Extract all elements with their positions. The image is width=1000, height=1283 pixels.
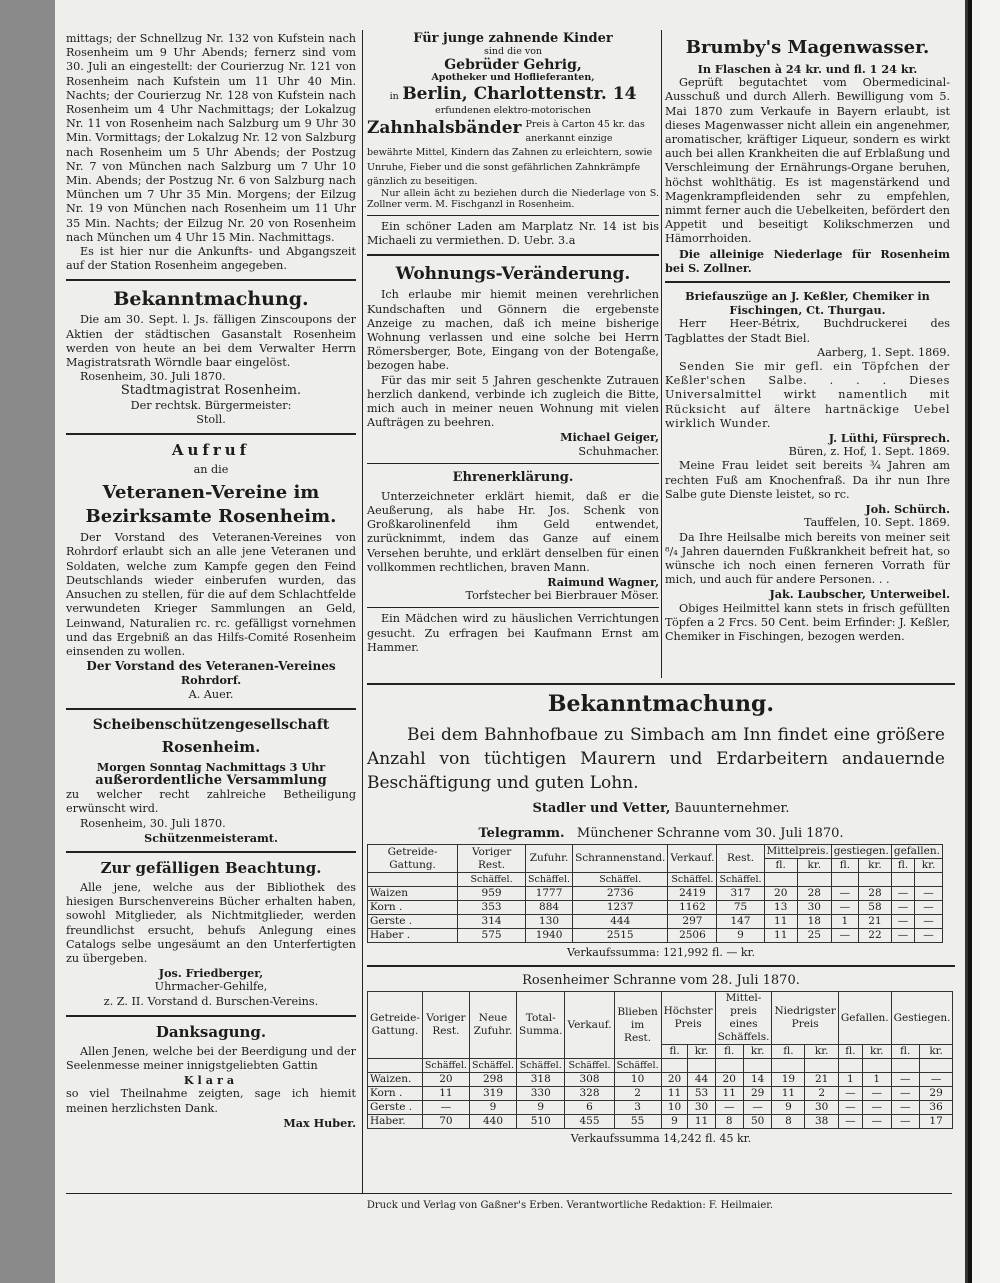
table-cell: 25 — [797, 929, 831, 943]
table-cell: — — [838, 1101, 862, 1115]
wohn-role: Schuhmacher. — [578, 444, 659, 458]
wohn-title: Wohnungs-Veränderung. — [395, 264, 631, 285]
table-cell: 10 — [614, 1073, 661, 1087]
table-cell: 28 — [859, 887, 892, 901]
kinder-sub: sind die von — [483, 46, 543, 58]
table-cell: 884 — [526, 901, 573, 915]
t2-h2: Neue Zufuhr. — [469, 992, 516, 1059]
table-row — [368, 915, 943, 929]
kinder-product: Zahnhalsbänder — [367, 117, 522, 138]
t2-h1: Voriger Rest. — [422, 992, 469, 1059]
table-row — [368, 1115, 953, 1129]
t1-h4: Verkauf. — [668, 845, 717, 873]
table-cell: — — [919, 1073, 953, 1087]
wide-text: Bei dem Bahnhofbaue zu Simbach am Inn findet eine größere Anzahl von tüchtigen Maurern und Erdarbeitern andauernde Beschäftigung und guten Lohn. — [367, 725, 945, 793]
table-cell: 9 — [517, 1101, 565, 1115]
table1 — [367, 844, 943, 943]
wide-sig-role: Bauunternehmer. — [674, 801, 790, 816]
table-cell: 317 — [717, 887, 764, 901]
table-cell: 147 — [717, 915, 764, 929]
t2-sh9: kr. — [919, 1045, 953, 1059]
table-cell: 11 — [688, 1115, 715, 1129]
wide-title: Bekanntmachung. — [547, 691, 775, 717]
table-cell: — — [862, 1101, 891, 1115]
table-cell: 14 — [743, 1073, 772, 1087]
dank-text: Allen Jenen, welche bei der Beerdigung und der Seelenmesse meiner innigstgeliebten Gattin — [66, 1044, 356, 1072]
table-cell: 8 — [715, 1115, 743, 1129]
wohn-text2: Für das mir seit 5 Jahren geschenkte Zutrauen herzlich dankend, verbinde ich zugleich die Bitte, mich auch in meiner neuen Wohnung mit vielen Aufträgen zu beehren. — [367, 373, 659, 430]
table-cell: 319 — [469, 1087, 516, 1101]
table-cell: 50 — [743, 1115, 772, 1129]
table-row — [368, 1101, 953, 1115]
table-cell: 2 — [614, 1087, 661, 1101]
table-cell: 13 — [764, 901, 797, 915]
ehren-role: Torfstecher bei Bierbrauer Möser. — [465, 589, 659, 603]
table-cell: 440 — [469, 1115, 516, 1129]
table-cell: 20 — [422, 1073, 469, 1087]
divider — [367, 254, 659, 256]
table-cell: 55 — [614, 1115, 661, 1129]
table-cell: 21 — [805, 1073, 838, 1087]
table-cell: 2736 — [573, 887, 668, 901]
table-cell: 11 — [422, 1087, 469, 1101]
t1-u0: Schäffel. — [458, 873, 526, 887]
brief-line2: Senden Sie mir gefl. ein Töpfchen der Keßler'schen Salbe. . . . Dieses Universalmittel wirkt namentlich mit Rücksicht auf ältere hartnäckige Uebel wirklich Wunder. — [665, 360, 950, 430]
wohn-text: Ich erlaube mir hiemit meinen verehrlichen Kundschaften und Gönnern die ergebenste Anzeige zu machen, daß ich meine bisherige Wohnung verlassen und eine solche bei Herrn Römersberger, Bote, Eingang von der Botengaße, bezogen habe. — [367, 288, 659, 373]
table-cell: 1162 — [668, 901, 717, 915]
table-cell: — — [891, 929, 914, 943]
table-cell: — — [891, 887, 914, 901]
table-cell: 2506 — [668, 929, 717, 943]
table-cell: — — [838, 1115, 862, 1129]
divider — [367, 215, 659, 216]
t1-h3: Schrannenstand. — [573, 845, 668, 873]
t2-h9: Gefallen. — [838, 992, 891, 1045]
table-cell: 1 — [831, 915, 858, 929]
bek-org: Stadtmagistrat Rosenheim. — [120, 383, 302, 399]
table-cell: 1940 — [526, 929, 573, 943]
table-cell: 8 — [772, 1115, 805, 1129]
table-cell: 18 — [797, 915, 831, 929]
brumby-title: Brumby's Magenwasser. — [685, 37, 930, 58]
table-cell: 44 — [688, 1073, 715, 1087]
brief-line5: Obiges Heilmittel kann stets in frisch gefüllten Töpfen a 2 Frcs. 50 Cent. beim Erfinder: J. Keßler, Chemiker in Fischingen, bezogen werden. — [665, 601, 950, 643]
train-text: mittags; der Schnellzug Nr. 132 von Kufstein nach Rosenheim um 9 Uhr Abends; fernerz sind vom 30. Juli an eingestellt: der Courierzug Nr. 121 von Rosenheim nach Kufstein um 11 Uhr 40 Min. Nachts; der Courierzug Nr. 128 von Kufstein nach Rosenheim um 4 Uhr Nachmittags; der Lokalzug Nr. 11 von Rosenheim nach Salzburg um 9 Uhr 30 Min. Vormittags; der Lokalzug Nr. 12 von Salzburg nach Rosenheim um 5 Uhr Abends; der Postzug Nr. 7 von München nach Salzburg um 7 Uhr 10 Min. Abends; der Postzug Nr. 6 von Salzburg nach München um 7 Uhr 35 Min. Morgens; der Eilzug Nr. 19 von München nach Rosenheim um 11 Uhr 35 Min. Nachts; der Eilzug Nr. 20 von Rosenheim nach München um 4 Uhr 15 Min. Nachmittags. — [66, 32, 356, 244]
table-cell: 9 — [661, 1115, 688, 1129]
table-cell: — — [831, 901, 858, 915]
table-cell: 30 — [805, 1101, 838, 1115]
schuetz-sub: Rosenheim. — [161, 737, 261, 756]
t2-h6: Höchster Preis — [661, 992, 715, 1045]
t1-h0: Getreide-Gattung. — [368, 845, 458, 873]
table-cell: 575 — [458, 929, 526, 943]
table-cell: 22 — [859, 929, 892, 943]
t2-sh0: fl. — [661, 1045, 688, 1059]
table-cell: 1 — [862, 1073, 891, 1087]
wohn-sig: Michael Geiger, — [560, 430, 659, 445]
t1-sh4: fl. — [891, 859, 914, 873]
table-cell: Haber . — [368, 929, 458, 943]
t1-u2: Schäffel. — [573, 873, 668, 887]
t1-sh5: kr. — [915, 859, 943, 873]
aufruf-an: an die — [193, 463, 229, 477]
dank-sig: Max Huber. — [283, 1115, 356, 1130]
brief-line4-date: Tauffelen, 10. Sept. 1869. — [804, 516, 950, 530]
table-row — [368, 887, 943, 901]
aufruf-title: Aufruf — [171, 441, 251, 460]
table-cell: — — [831, 929, 858, 943]
table-cell: 2 — [805, 1087, 838, 1101]
table-row — [368, 1087, 953, 1101]
t2-h3: Total-Summa. — [517, 992, 565, 1059]
table-cell: 9 — [469, 1101, 516, 1115]
brief-line1-date: Aarberg, 1. Sept. 1869. — [817, 345, 950, 359]
kinder-in: in — [389, 91, 399, 103]
binding-edge — [968, 0, 972, 1283]
table-row — [368, 1073, 953, 1087]
brief-line4-sig: Jak. Laubscher, Unterweibel. — [769, 587, 950, 602]
table-cell: — — [891, 901, 914, 915]
table-cell: — — [422, 1101, 469, 1115]
divider — [367, 965, 955, 967]
table-cell: 353 — [458, 901, 526, 915]
table-cell: 20 — [764, 887, 797, 901]
table-cell: 3 — [614, 1101, 661, 1115]
table-cell: 20 — [661, 1073, 688, 1087]
t2-u3: Schäffel. — [565, 1059, 614, 1073]
t2-sh4: fl. — [772, 1045, 805, 1059]
column-rule-2 — [661, 30, 662, 678]
t2-sh3: kr. — [743, 1045, 772, 1059]
ehren-text: Unterzeichneter erklärt hiemit, daß er die Aeußerung, als habe Hr. Jos. Schenk von Großkarolinenfeld ihm Geld entwendet, zurücknimmt, indem das Ganze auf einem Versehen beruhte, und erklärt denselben für einen vollkommen rechtlichen, braven Mann. — [367, 489, 659, 574]
table-cell: Waizen. — [368, 1073, 423, 1087]
t2-u0: Schäffel. — [422, 1059, 469, 1073]
aufruf-sig2: Rohrdorf. — [180, 673, 242, 688]
t1-h5: Rest. — [717, 845, 764, 873]
schuetz-line2: außerordentliche Versammlung — [95, 772, 327, 788]
table2 — [367, 991, 953, 1129]
t1-u3: Schäffel. — [668, 873, 717, 887]
t2-sh5: kr. — [805, 1045, 838, 1059]
t1-sh1: kr. — [797, 859, 831, 873]
table-cell: 29 — [919, 1087, 953, 1101]
table-cell: Haber. — [368, 1115, 423, 1129]
dank-text2: so viel Theilnahme zeigten, sage ich hiemit meinen herzlichsten Dank. — [66, 1087, 356, 1115]
beacht-sig2: Uhrmacher-Gehilfe, — [154, 980, 268, 994]
table-cell: 11 — [772, 1087, 805, 1101]
table-cell: Korn . — [368, 901, 458, 915]
brief-title: Briefauszüge an J. Keßler, Chemiker in Fischingen, Ct. Thurgau. — [685, 289, 930, 318]
bek-name: Stoll. — [196, 412, 226, 426]
table-cell: — — [891, 1073, 919, 1087]
dank-title: Danksagung. — [155, 1022, 267, 1041]
table-cell: 130 — [526, 915, 573, 929]
imprint: Druck und Verlag von Gaßner's Erben. Verantwortliche Redaktion: F. Heilmaier. — [366, 1200, 774, 1211]
table-cell: 11 — [715, 1087, 743, 1101]
table-cell: 9 — [772, 1101, 805, 1115]
aufruf-sig1: Der Vorstand des Veteranen-Vereines — [86, 659, 336, 674]
bek-role: Der rechtsk. Bürgermeister: — [130, 398, 292, 412]
t1-h8: gefallen. — [891, 845, 942, 859]
table-cell: 70 — [422, 1115, 469, 1129]
t2-sh7: kr. — [862, 1045, 891, 1059]
divider — [66, 851, 356, 853]
table-cell: 28 — [797, 887, 831, 901]
table-cell: 297 — [668, 915, 717, 929]
brief-line3-date: Büren, z. Hof, 1. Sept. 1869. — [788, 445, 950, 459]
column-3 — [665, 32, 950, 644]
kinder-title: Für junge zahnende Kinder — [413, 31, 613, 46]
t2-h0: Getreide-Gattung. — [368, 992, 423, 1059]
table-cell: 314 — [458, 915, 526, 929]
t1-sh0: fl. — [764, 859, 797, 873]
table-cell: 20 — [715, 1073, 743, 1087]
kinder-city: Berlin, Charlottenstr. 14 — [402, 84, 637, 105]
aufruf-text: Der Vorstand des Veteranen-Vereines von Rohrdorf erlaubt sich an alle jene Veteranen und Soldaten, welche zum Kampfe gegen den Feind Deutschlands wieder einberufen wurden, das Ansuchen zu stellen, für die auf dem Schlachtfelde verwundeten Krieger Sammlungen an Geld, Leinwand, Naturalien rc. rc. gefälligst vornehmen und das Ergebniß an das Hilfs-Comité Rosenheim einsenden zu wollen. — [66, 531, 356, 658]
table1-title-bold: Telegramm. — [478, 826, 565, 841]
table-cell: Korn . — [368, 1087, 423, 1101]
t2-u2: Schäffel. — [517, 1059, 565, 1073]
table-cell: — — [891, 915, 914, 929]
table-cell: Gerste . — [368, 1101, 423, 1115]
table-cell: 11 — [764, 915, 797, 929]
aufruf-sig3: A. Auer. — [188, 687, 234, 701]
bek-text: Die am 30. Sept. l. Js. fälligen Zinscoupons der Aktien der städtischen Gasanstalt Rosenheim werden von heute an bei dem Verwalter Herrn Magistratsrath Wörndle baar eingelöst. — [66, 313, 356, 370]
table-cell: 21 — [859, 915, 892, 929]
table-cell: — — [862, 1087, 891, 1101]
kinder-firm2: Apotheker und Hoflieferanten, — [431, 71, 595, 83]
t2-h10: Gestiegen. — [891, 992, 953, 1045]
schuetz-line1: Morgen Sonntag Nachmittags 3 Uhr — [96, 759, 326, 774]
table-cell: 58 — [859, 901, 892, 915]
adjacent-page-edge — [965, 0, 1000, 1283]
t2-sh1: kr. — [688, 1045, 715, 1059]
table-cell: 36 — [919, 1101, 953, 1115]
brief-line3-sig: Joh. Schürch. — [865, 502, 950, 517]
table-cell: — — [915, 915, 943, 929]
schuetz-date: Rosenheim, 30. Juli 1870. — [80, 816, 226, 830]
table-cell: 53 — [688, 1087, 715, 1101]
table-cell: 2419 — [668, 887, 717, 901]
brumby-niederlage: Die alleinige Niederlage für Rosenheim bei S. Zollner. — [665, 246, 950, 275]
table-cell: — — [915, 887, 943, 901]
laden-code: 3.a — [558, 234, 576, 248]
kinder-text: Preis à Carton 45 kr. das anerkannt einzige bewährte Mittel, Kindern das Zahnen zu erleichtern, sowie Unruhe, Fieber und die sonst gefährlichen Zahnkrämpfe gänzlich zu beseitigen. — [367, 118, 653, 187]
table-row — [368, 901, 943, 915]
table-cell: — — [715, 1101, 743, 1115]
table-cell: 1777 — [526, 887, 573, 901]
t1-sh2: fl. — [831, 859, 858, 873]
table-cell: 298 — [469, 1073, 516, 1087]
beacht-sig1: Jos. Friedberger, — [158, 966, 264, 981]
table-cell: 30 — [688, 1101, 715, 1115]
t2-sh2: fl. — [715, 1045, 743, 1059]
table-cell: 318 — [517, 1073, 565, 1087]
t2-u4: Schäffel. — [614, 1059, 661, 1073]
table-cell: 308 — [565, 1073, 614, 1087]
t2-sh6: fl. — [838, 1045, 862, 1059]
divider — [367, 463, 659, 464]
table-cell: 510 — [517, 1115, 565, 1129]
t2-h8: Niedrigster Preis — [772, 992, 838, 1045]
table-cell: — — [831, 887, 858, 901]
ehren-sig: Raimund Wagner, — [547, 574, 659, 589]
table1-sum: Verkaufssumma: 121,992 fl. — kr. — [566, 946, 756, 959]
divider — [367, 683, 955, 685]
brumby-text: Geprüft begutachtet vom Obermedicinal-Ausschuß und durch Allerh. Bewilligung vom 5. Mai 1870 zum Verkaufe in Bayern erlaubt, ist dieses Magenwasser nicht allein ein angenehmer, aromatischer, kräftiger Liqueur, sondern es wirkt auch bei allen Krankheiten die auf Erblaßung und Verschleimung der Ernährungs-Organe beruhen, höchst wohlthätig. Es ist magenstärkend und Magenkrampfleidenden sehr zu empfehlen, nimmt ferner auch die Uebelkeiten, befördert den Appetit und beseitigt Kolikschmerzen und Hämorrhoiden. — [665, 76, 950, 246]
table-cell: 1 — [838, 1073, 862, 1087]
beacht-title: Zur gefälligen Beachtung. — [100, 858, 322, 877]
table-cell: 29 — [743, 1087, 772, 1101]
brief-line2-sig: J. Lüthi, Fürsprech. — [828, 431, 950, 446]
brief-line4: Da Ihre Heilsalbe mich bereits von meiner seit ⁸/₄ Jahren dauernden Fußkrankheit befreit hat, so wünsche ich noch einen ferneren Vorrath für mich, und auch für andere Personen. . . — [665, 530, 950, 587]
table-row — [368, 929, 943, 943]
wide-sig: Stadler und Vetter, — [532, 801, 671, 816]
table-cell: — — [915, 929, 943, 943]
column-2 — [367, 32, 659, 655]
divider — [66, 708, 356, 710]
schuetz-sig: Schützenmeisteramt. — [144, 830, 278, 845]
column-1 — [66, 32, 356, 1130]
divider — [367, 607, 659, 608]
divider — [665, 281, 950, 283]
table-cell: — — [838, 1087, 862, 1101]
footer-rule — [66, 1193, 952, 1194]
t2-sh8: fl. — [891, 1045, 919, 1059]
wide-section — [367, 683, 955, 1148]
kinder-erf: erfundenen elektro-motorischen — [435, 105, 591, 117]
t2-u1: Schäffel. — [469, 1059, 516, 1073]
bek-title: Bekanntmachung. — [113, 288, 309, 311]
t1-h6: Mittelpreis. — [764, 845, 831, 859]
table-cell: — — [862, 1115, 891, 1129]
kinder-bezug: Nur allein ächt zu beziehen durch die Niederlage von S. Zollner verm. M. Fischganzl in Rosenheim. — [367, 187, 659, 211]
t1-u1: Schäffel. — [526, 873, 573, 887]
table-cell: 444 — [573, 915, 668, 929]
laden-text: Ein schöner Laden am Marplatz Nr. 14 ist bis Michaeli zu vermiethen. D. Uebr. — [367, 219, 659, 248]
table-cell: 17 — [919, 1115, 953, 1129]
t2-h4: Verkauf. — [565, 992, 614, 1059]
brief-line3: Meine Frau leidet seit bereits ¾ Jahren am rechten Fuß am Knochenfraß. Da ihr nun Ihre Salbe gute Dienste leistet, so rc. — [665, 459, 950, 501]
brumby-price: In Flaschen à 24 kr. und fl. 1 24 kr. — [697, 62, 918, 76]
table-cell: 10 — [661, 1101, 688, 1115]
kinder-firm: Gebrüder Gehrig, — [444, 56, 582, 73]
table-cell: 330 — [517, 1087, 565, 1101]
table-cell: 959 — [458, 887, 526, 901]
table-cell: 11 — [661, 1087, 688, 1101]
schuetz-title: Scheibenschützengesellschaft — [92, 716, 330, 733]
beacht-text: Alle jene, welche aus der Bibliothek des hiesigen Burschenvereins Bücher erhalten haben, sowohl Mitglieder, als Nichtmitglieder, werden freundlichst ersucht, behufs Anlegung eines Catalogs selbe ungesäumt an den Unterfertigten zu übergeben. — [66, 880, 356, 965]
table-cell: Gerste . — [368, 915, 458, 929]
table-cell: 9 — [717, 929, 764, 943]
table-cell: 2515 — [573, 929, 668, 943]
table-cell: — — [891, 1101, 919, 1115]
table2-sum: Verkaufssumma 14,242 fl. 45 kr. — [570, 1132, 752, 1145]
divider — [66, 433, 356, 435]
divider — [66, 1015, 356, 1017]
table-cell: 455 — [565, 1115, 614, 1129]
t1-sh3: kr. — [859, 859, 892, 873]
table-cell: 75 — [717, 901, 764, 915]
table-cell: 38 — [805, 1115, 838, 1129]
t1-h2: Zufuhr. — [526, 845, 573, 873]
table2-title: Rosenheimer Schranne vom 28. Juli 1870. — [522, 973, 800, 988]
table-cell: 6 — [565, 1101, 614, 1115]
table-cell: — — [743, 1101, 772, 1115]
table-cell: 19 — [772, 1073, 805, 1087]
beacht-sig3: z. Z. II. Vorstand d. Burschen-Vereins. — [103, 994, 319, 1008]
schuetz-line3: zu welcher recht zahlreiche Betheiligung erwünscht wird. — [66, 788, 356, 816]
t1-u4: Schäffel. — [717, 873, 764, 887]
t2-h5: Blieben im Rest. — [614, 992, 661, 1059]
table-cell: — — [891, 1087, 919, 1101]
table-cell: 1237 — [573, 901, 668, 915]
table-cell: — — [915, 901, 943, 915]
table-cell: Waizen — [368, 887, 458, 901]
aufruf-sub: Veteranen-Vereine im Bezirksamte Rosenheim. — [85, 482, 337, 528]
table-cell: — — [891, 1115, 919, 1129]
table-cell: 11 — [764, 929, 797, 943]
t1-h1: Voriger Rest. — [458, 845, 526, 873]
brief-line1: Herr Heer-Bétrix, Buchdruckerei des Tagblattes der Stadt Biel. — [665, 317, 950, 345]
dank-name: Klara — [183, 1073, 239, 1088]
t2-h7: Mittel-preis eines Schäffels. — [715, 992, 772, 1045]
divider — [66, 279, 356, 281]
t1-h7: gestiegen. — [831, 845, 891, 859]
table-cell: 30 — [797, 901, 831, 915]
ehren-title: Ehrenerklärung. — [452, 469, 574, 485]
column-rule-1 — [362, 30, 363, 1193]
maedchen-text: Ein Mädchen wird zu häuslichen Verrichtungen gesucht. Zu erfragen bei Kaufmann Ernst am Hammer. — [367, 612, 659, 654]
train-note: Es ist hier nur die Ankunfts- und Abgangszeit auf der Station Rosenheim angegeben. — [66, 245, 356, 273]
bek-date: Rosenheim, 30. Juli 1870. — [80, 370, 226, 384]
table-cell: 328 — [565, 1087, 614, 1101]
table1-title: Münchener Schranne vom 30. Juli 1870. — [576, 826, 844, 841]
